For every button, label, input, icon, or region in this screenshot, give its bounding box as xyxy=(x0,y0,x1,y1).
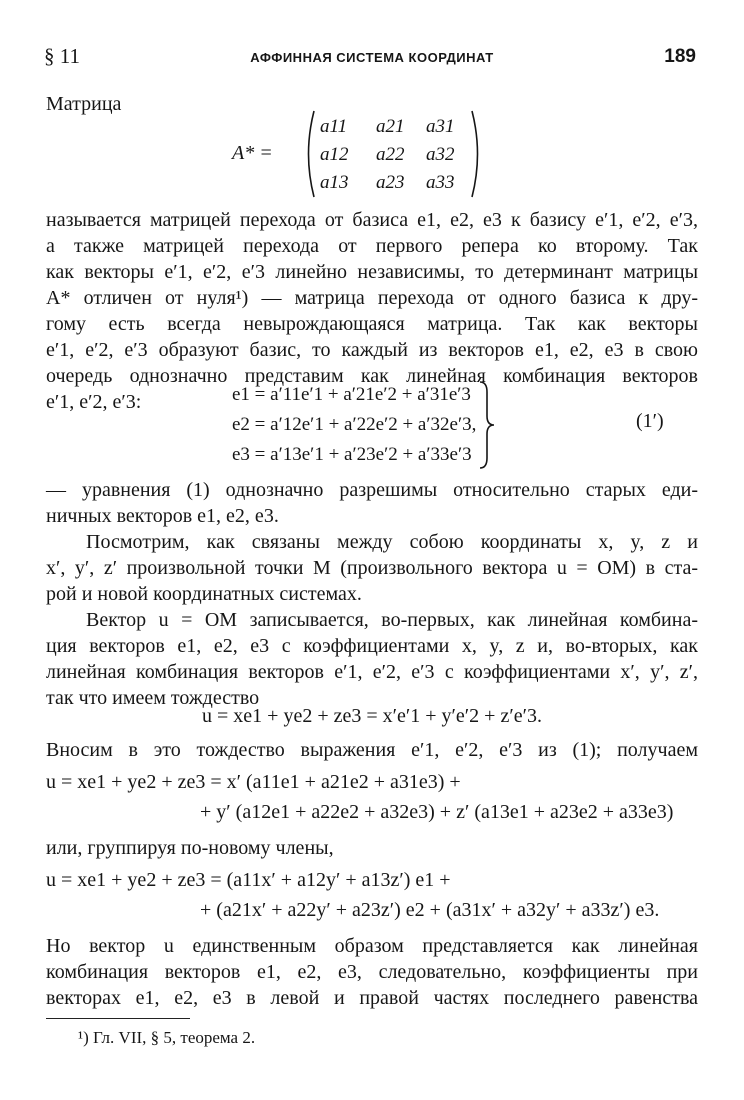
equation: e1 = a′11e′1 + a′21e′2 + a′31e′3 xyxy=(232,384,471,405)
text-line: называется матрицей перехода от базиса e1, e2, e3 к базису e′1, e′2, e′3, xyxy=(46,209,698,231)
equation-system xyxy=(232,380,477,470)
text-line: e′1, e′2, e′3 образуют базис, то каждый из векторов e1, e2, e3 в свою xyxy=(46,339,698,361)
equation-number: (1′) xyxy=(636,410,664,432)
text-line: комбинация векторов e1, e2, e3, следовательно, коэффициенты при xyxy=(46,961,698,983)
page-number: 189 xyxy=(664,46,696,67)
identity-formula: u = xe1 + ye2 + ze3 = x′e′1 + y′e′2 + z′e′3. xyxy=(202,705,542,727)
matrix-cell: a31 xyxy=(426,116,455,137)
text-line: как векторы e′1, e′2, e′3 линейно независимы, то детерминант матрицы xyxy=(46,261,698,283)
formula-line: + y′ (a12e1 + a22e2 + a32e3) + z′ (a13e1 + a23e2 + a33e3) xyxy=(200,801,674,823)
matrix-a-star xyxy=(232,104,492,202)
matrix-cell: a13 xyxy=(320,172,349,193)
left-paren xyxy=(302,110,316,198)
footnote-rule xyxy=(46,1018,190,1019)
right-brace xyxy=(478,380,496,470)
text-line: или, группируя по-новому члены, xyxy=(46,837,334,859)
text-line: e′1, e′2, e′3: xyxy=(46,391,142,413)
text-line: очередь однозначно представим как линейная комбинация векторов xyxy=(46,365,698,387)
text-line: Вектор u = OM записывается, во-первых, как линейная комбина- xyxy=(86,609,698,631)
text-line: — уравнения (1) однозначно разрешимы относительно старых еди- xyxy=(46,479,698,501)
matrix-label: A* = xyxy=(232,142,273,164)
formula-line: u = xe1 + ye2 + ze3 = x′ (a11e1 + a21e2 + a31e3) + xyxy=(46,771,461,793)
text-line: Но вектор u единственным образом представляется как линейная xyxy=(46,935,698,957)
text-line: а также матрицей перехода от первого репера ко второму. Так xyxy=(46,235,698,257)
matrix-cell: a21 xyxy=(376,116,405,137)
matrix-cell: a33 xyxy=(426,172,455,193)
formula-line: + (a21x′ + a22y′ + a23z′) e2 + (a31x′ + a32y′ + a33z′) e3. xyxy=(200,899,660,921)
text-line: так что имеем тождество xyxy=(46,687,260,709)
matrix-cell: a12 xyxy=(320,144,349,165)
matrix-cell: a32 xyxy=(426,144,455,165)
text-line: рой и новой координатных системах. xyxy=(46,583,362,605)
running-title: АФФИННАЯ СИСТЕМА КООРДИНАТ xyxy=(250,50,494,65)
text-line: ничных векторов e1, e2, e3. xyxy=(46,505,279,527)
text-line: векторах e1, e2, e3 в левой и правой частях последнего равенства xyxy=(46,987,698,1009)
matrix-cell: a23 xyxy=(376,172,405,193)
text-line: Посмотрим, как связаны между собою координаты x, y, z и xyxy=(86,531,698,553)
equation: e2 = a′12e′1 + a′22e′2 + a′32e′3, xyxy=(232,414,477,435)
footnote: ¹) Гл. VII, § 5, теорема 2. xyxy=(78,1028,256,1047)
matrix-cell: a22 xyxy=(376,144,405,165)
text-line: Вносим в это тождество выражения e′1, e′2, e′3 из (1); получаем xyxy=(46,739,698,761)
section-number: § 11 xyxy=(44,44,80,68)
formula-line: u = xe1 + ye2 + ze3 = (a11x′ + a12y′ + a13z′) e1 + xyxy=(46,869,451,891)
equation: e3 = a′13e′1 + a′23e′2 + a′33e′3 xyxy=(232,444,472,465)
matrix-cell: a11 xyxy=(320,116,348,137)
matrix-intro: Матрица xyxy=(46,93,122,115)
right-paren xyxy=(470,110,484,198)
text-line: ция векторов e1, e2, e3 с коэффициентами x, y, z и, во-вторых, как xyxy=(46,635,698,657)
text-line: линейная комбинация векторов e′1, e′2, e′3 с коэффициентами x′, y′, z′, xyxy=(46,661,698,683)
text-line: x′, y′, z′ произвольной точки M (произвольного вектора u = OM) в ста- xyxy=(46,557,698,579)
text-line: гому есть всегда невырождающаяся матрица. Так как векторы xyxy=(46,313,698,335)
text-line: A* отличен от нуля¹) — матрица перехода от одного базиса к дру- xyxy=(46,287,698,309)
